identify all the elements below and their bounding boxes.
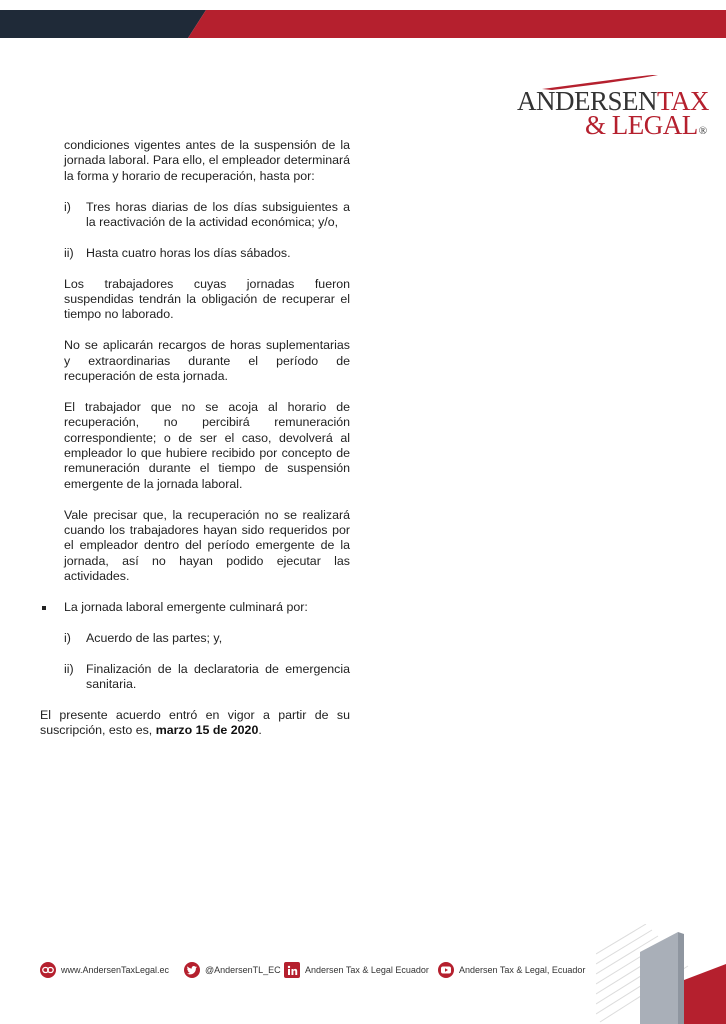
footer-youtube[interactable]	[438, 962, 585, 978]
header-banner	[0, 10, 726, 38]
bullet-item	[40, 600, 350, 615]
registered-mark: ®	[698, 125, 707, 137]
brand-tax: TAX	[657, 86, 709, 116]
list-text: Hasta cuatro horas los días sábados.	[86, 245, 291, 260]
corner-decoration	[596, 924, 726, 1024]
linkedin-name[interactable]: Andersen Tax & Legal Ecuador	[305, 965, 429, 975]
list-item	[40, 200, 350, 231]
brand-main: ANDERSEN	[517, 86, 658, 116]
paragraph-5: Vale precisar que, la recuperación no se realizará cuando los trabajadores hayan sido requeridos por el empleador dentro del período emergente de la jornada, así no hayan podido ejecutar las actividades.	[64, 507, 350, 584]
list-item	[40, 246, 350, 261]
brand-legal: & LEGAL	[585, 110, 698, 140]
list-number: i)	[64, 199, 71, 214]
effective-date: marzo 15 de 2020	[155, 723, 259, 738]
footer-website[interactable]	[40, 962, 169, 978]
website-link[interactable]: www.AndersenTaxLegal.ec	[61, 965, 170, 975]
twitter-icon	[184, 962, 200, 978]
paragraph-2: Los trabajadores cuyas jornadas fueron suspendidas tendrán la obligación de recuperar el tiempo no laborado.	[64, 276, 350, 322]
footer-linkedin[interactable]	[284, 962, 429, 978]
link-icon	[40, 962, 56, 978]
youtube-icon	[438, 962, 454, 978]
list-text: Tres horas diarias de los días subsiguientes a la reactivación de la actividad económica; y/o,	[86, 199, 350, 230]
list-number: i)	[64, 630, 71, 645]
list-text: Finalización de la declaratoria de emergencia sanitaria.	[86, 661, 350, 692]
andersen-logo	[512, 74, 712, 140]
document-body	[40, 138, 350, 739]
list-item	[40, 662, 350, 693]
list-number: ii)	[64, 245, 74, 260]
list-item	[40, 631, 350, 646]
closing-text: El presente acuerdo entró en vigor a partir de su suscripción, esto es,	[40, 707, 350, 738]
bullet-text: La jornada laboral emergente culminará por:	[64, 600, 308, 615]
paragraph-3: No se aplicarán recargos de horas suplementarias y extraordinarias durante el período de recuperación de esta jornada.	[64, 338, 350, 384]
footer-twitter[interactable]	[184, 962, 281, 978]
linkedin-icon	[284, 962, 300, 978]
youtube-channel[interactable]: Andersen Tax & Legal, Ecuador	[459, 965, 586, 975]
closing-paragraph	[40, 708, 350, 739]
list-number: ii)	[64, 661, 74, 676]
paragraph-4: El trabajador que no se acoja al horario de recuperación, no percibirá remuneración correspondiente; o de ser el caso, devolverá al empleador lo que hubiere recibido por concepto de remuneración durante el tiempo de suspensión emergente de la jornada laboral.	[64, 399, 350, 491]
twitter-handle[interactable]: @AndersenTL_EC	[205, 965, 281, 975]
paragraph-1: condiciones vigentes antes de la suspensión de la jornada laboral. Para ello, el empleador determinará la forma y horario de recuperación, hasta por:	[64, 138, 350, 183]
bullet-square-icon	[42, 606, 46, 610]
list-text: Acuerdo de las partes; y,	[86, 630, 223, 645]
closing-period: .	[258, 723, 262, 738]
